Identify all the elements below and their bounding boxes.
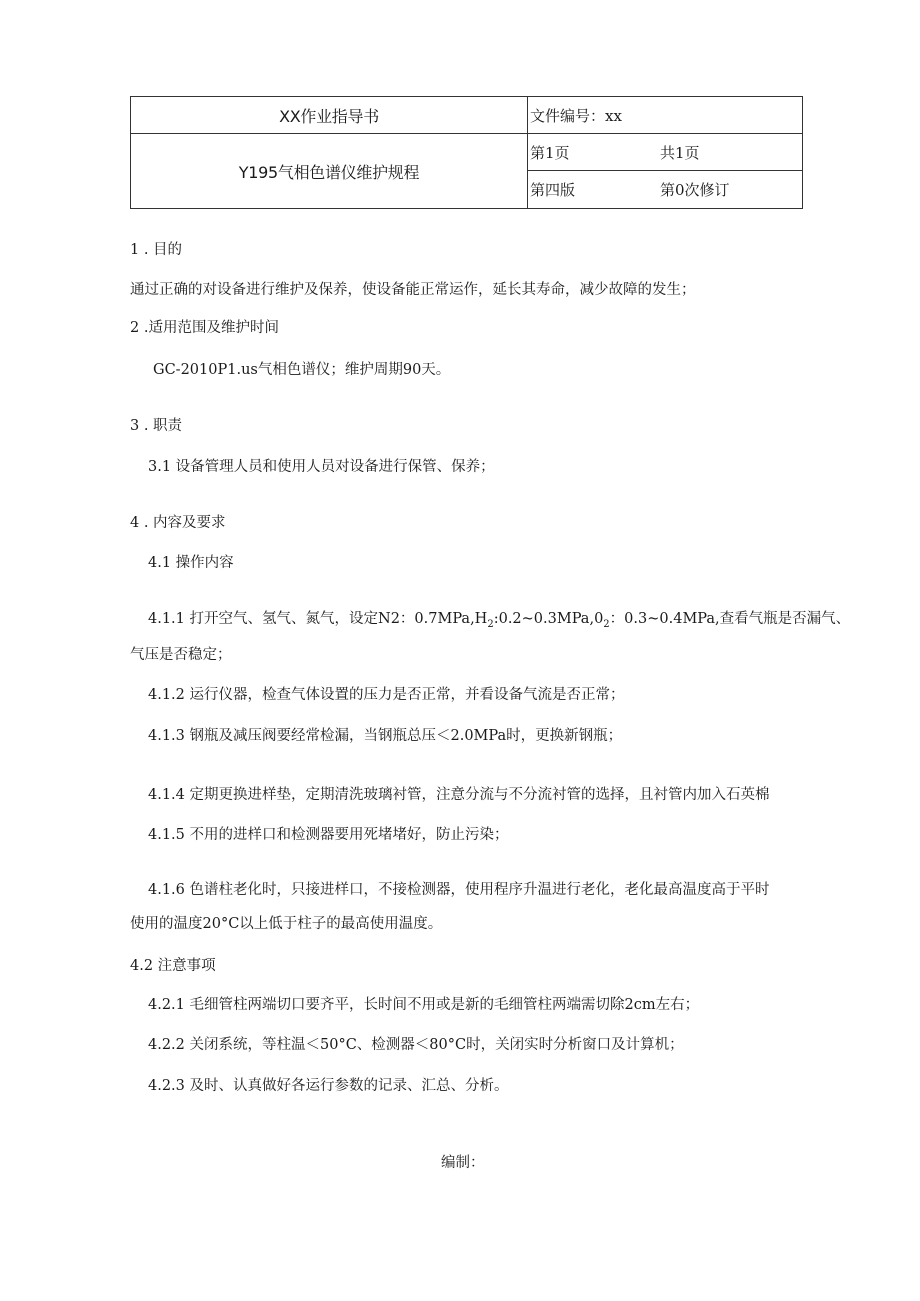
section-3-1: 3.1 设备管理人员和使用人员对设备进行保管、保养； — [148, 459, 495, 475]
item-4-1-1 — [148, 609, 850, 635]
subscript-o2: 2 — [603, 618, 610, 630]
header-table — [130, 96, 803, 209]
page-info — [528, 134, 803, 171]
section-3-title: 3 . 职责 — [130, 418, 183, 434]
section-4-1: 4.1 操作内容 — [148, 555, 234, 571]
section-2-title: 2 .适用范围及维护时间 — [130, 320, 279, 336]
page-number: 第1页 — [530, 143, 570, 162]
section-4-title: 4 . 内容及要求 — [130, 515, 226, 531]
item-4-2-3: 4.2.3 及时、认真做好各运行参数的记录、汇总、分析。 — [148, 1078, 509, 1094]
section-4-2: 4.2 注意事项 — [130, 958, 216, 974]
section-1-title: 1 . 目的 — [130, 242, 183, 258]
procedure-title: Y195气相色谱仪维护规程 — [131, 134, 528, 209]
document-title: XX作业指导书 — [131, 97, 528, 134]
edition-info — [528, 171, 803, 209]
section-1-text: 通过正确的对设备进行维护及保养，使设备能正常运作，延长其寿命，减少故障的发生； — [130, 282, 696, 298]
page-total: 共1页 — [660, 143, 700, 162]
item-4-1-3: 4.1.3 钢瓶及减压阀要经常检漏，当钢瓶总压＜2.0MPa时，更换新钢瓶； — [148, 728, 623, 744]
edition: 第四版 — [530, 181, 576, 199]
item-4-1-2: 4.1.2 运行仪器，检查气体设置的压力是否正常，并看设备气流是否正常； — [148, 687, 625, 703]
subscript-h2: 2 — [487, 618, 494, 630]
document-number: 文件编号：xx — [528, 97, 803, 134]
compiled-by-label: 编制： — [441, 1155, 485, 1171]
item-4-1-6-continued: 使用的温度20°C以上低于柱子的最高使用温度。 — [130, 916, 443, 932]
item-4-1-5: 4.1.5 不用的进样口和检测器要用死堵堵好，防止污染； — [148, 827, 509, 843]
item-4-1-1-continued: 气压是否稳定； — [130, 647, 232, 663]
item-4-2-2: 4.2.2 关闭系统，等柱温＜50°C、检测器＜80°C时，关闭实时分析窗口及计算机； — [148, 1037, 684, 1053]
item-4-1-6: 4.1.6 色谱柱老化时，只接进样口，不接检测器，使用程序升温进行老化，老化最高温度高于平时 — [148, 882, 770, 898]
item-4-1-1-part-a: 4.1.1 打开空气、氢气、氮气，设定N2：0.7MPa,H — [148, 611, 488, 627]
item-4-2-1: 4.2.1 毛细管柱两端切口要齐平，长时间不用或是新的毛细管柱两端需切除2cm左右； — [148, 997, 700, 1013]
item-4-1-1-part-b: :0.2~0.3MPa,0 — [493, 611, 604, 627]
item-4-1-4: 4.1.4 定期更换进样垫，定期清洗玻璃衬管，注意分流与不分流衬管的选择，且衬管内加入石英棉 — [148, 787, 770, 803]
revision: 第0次修订 — [660, 181, 730, 199]
section-2-text: GC-2010P1.us气相色谱仪；维护周期90天。 — [153, 362, 451, 378]
item-4-1-1-part-c: ：0.3~0.4MPa,查看气瓶是否漏气、 — [609, 611, 851, 627]
